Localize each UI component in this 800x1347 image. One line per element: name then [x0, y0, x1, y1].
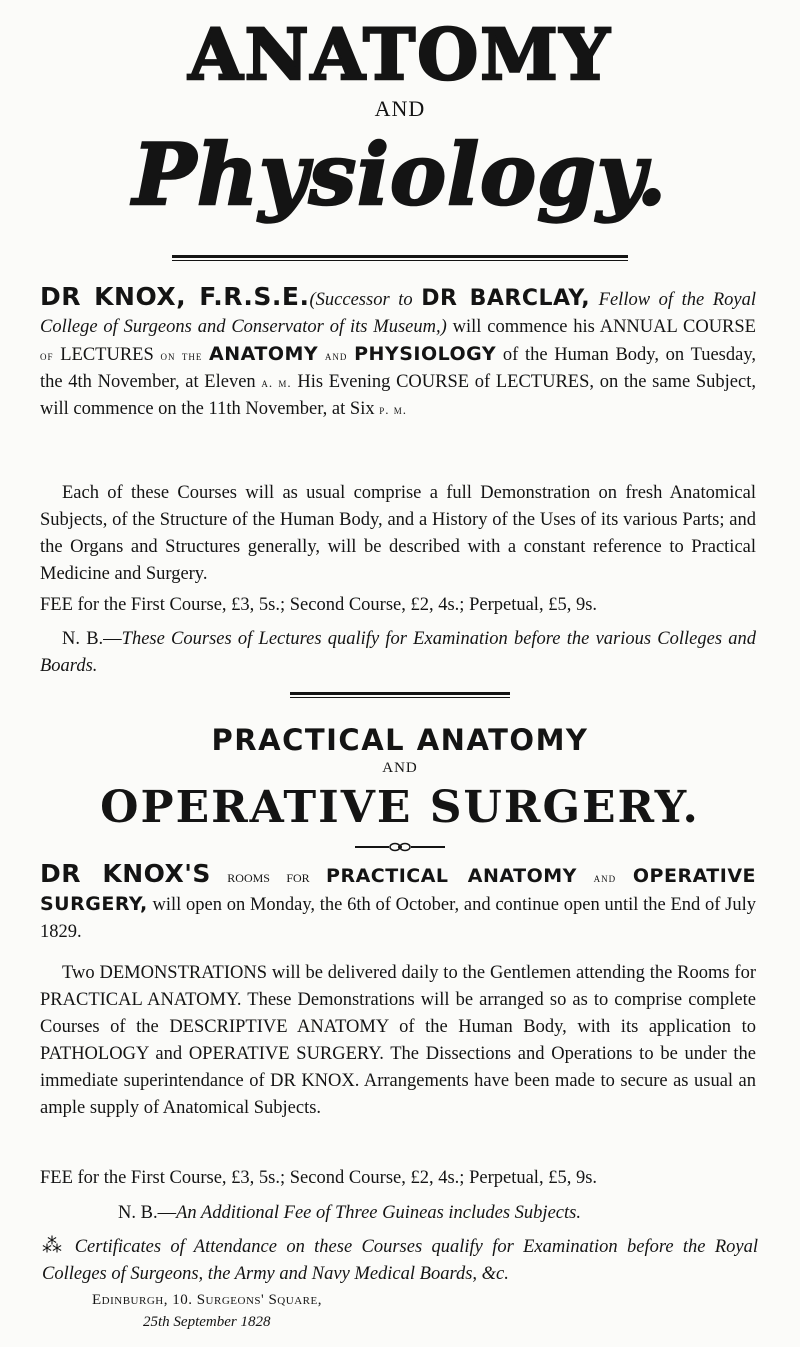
text-on-the: on the	[160, 348, 203, 363]
section-2-para-2	[40, 960, 756, 1122]
footer-date: 25th September 1828	[143, 1314, 271, 1330]
anatomy-bold: ANATOMY	[209, 343, 319, 365]
title-and: AND	[374, 96, 426, 121]
fellow-text: Fellow of the Royal College of Surgeons and Conservator of its Museum,)	[40, 290, 757, 337]
title-rule	[172, 255, 628, 261]
operative-surgery-bold: OPERATIVE SURGERY,	[40, 865, 757, 915]
nb-label-1: N. B.—	[62, 629, 122, 649]
text-human-body: of the Human Body, on Tuesday, the 4th November, at Eleven	[40, 345, 757, 392]
section-2-nb	[118, 1200, 758, 1227]
ornament-divider	[355, 840, 445, 854]
section-1-fee	[40, 592, 756, 619]
paren-successor: (Successor to	[309, 290, 422, 310]
and-small-2: and	[593, 870, 617, 885]
para-demonstration: Each of these Courses will as usual comprise a full Demonstration on fresh Anatomical Subjects, of the Structure of the Human Body, and a History of the Uses of its various Parts; and the Organs and Structures generally, will be described with a constant reference to Practical Medicine and Surgery.	[40, 483, 756, 584]
para-demonstrations: Two DEMONSTRATIONS will be delivered daily to the Gentlemen attending the Rooms for PRACTICAL ANATOMY. These Demonstrations will be arranged so as to comprise complete Courses of the DESCRIPTIVE ANATOMY of the Human Body, with its application to PATHOLOGY and OPERATIVE SURGERY. The Dissections and Operations to be under the immediate superintendance of DR KNOX. Arrangements have been made to secure as usual an ample supply of Anatomical Subjects.	[40, 963, 756, 1118]
asterism-icon: ⁂	[42, 1235, 67, 1257]
nb-text-2: An Additional Fee of Three Guineas includes Subjects.	[176, 1203, 581, 1223]
section-divider	[290, 692, 510, 698]
rooms-for: rooms for	[210, 867, 327, 886]
nb-text-1: These Courses of Lectures qualify for Examination before the various Colleges and Boards.	[40, 629, 756, 676]
barclay-name: DR BARCLAY,	[421, 286, 591, 311]
text-annual: will commence his ANNUAL COURSE	[446, 317, 756, 337]
and-small: and	[324, 348, 348, 363]
section-1-nb	[40, 626, 756, 680]
practical-anatomy-bold: PRACTICAL ANATOMY	[326, 865, 577, 887]
text-lectures: LECTURES	[53, 345, 161, 365]
heading-operative-surgery: OPERATIVE SURGERY.	[100, 782, 700, 833]
nb-label-2: N. B.—	[118, 1203, 177, 1223]
section-2-certificates	[42, 1233, 758, 1288]
certificates-text: Certificates of Attendance on these Courses qualify for Examination before the Royal Colleges of Surgeons, the Army and Navy Medical Boards, &c.	[42, 1237, 759, 1284]
text-pm: p. m.	[379, 402, 407, 417]
lead-name-knoxs: DR KNOX'S	[40, 859, 211, 888]
footer-place: Edinburgh, 10. Surgeons' Square,	[92, 1292, 322, 1308]
text-open-monday: will open on Monday, the 6th of October, and continue open until the End of July 1829.	[40, 895, 756, 942]
section-1-para-2	[40, 480, 756, 588]
physiology-bold: PHYSIOLOGY	[354, 343, 497, 365]
title-anatomy: ANATOMY	[188, 13, 612, 96]
heading-and: AND	[382, 760, 418, 776]
section-2-intro	[40, 860, 756, 946]
title-physiology: Physiology.	[132, 125, 668, 224]
lead-name-knox: DR KNOX, F.R.S.E.	[40, 282, 310, 311]
heading-practical-anatomy: PRACTICAL ANATOMY	[211, 723, 589, 757]
text-evening: His Evening COURSE of LECTURES, on the same Subject, will commence on the 11th November, at Six	[40, 372, 756, 419]
text-of: of	[40, 348, 54, 363]
section-1-intro	[40, 283, 756, 423]
fee-line-1: FEE for the First Course, £3, 5s.; Second Course, £2, 4s.; Perpetual, £5, 9s.	[40, 595, 598, 615]
text-am: a. m.	[261, 375, 292, 390]
fee-line-2: FEE for the First Course, £3, 5s.; Second Course, £2, 4s.; Perpetual, £5, 9s.	[40, 1168, 598, 1188]
section-2-fee	[40, 1165, 756, 1192]
